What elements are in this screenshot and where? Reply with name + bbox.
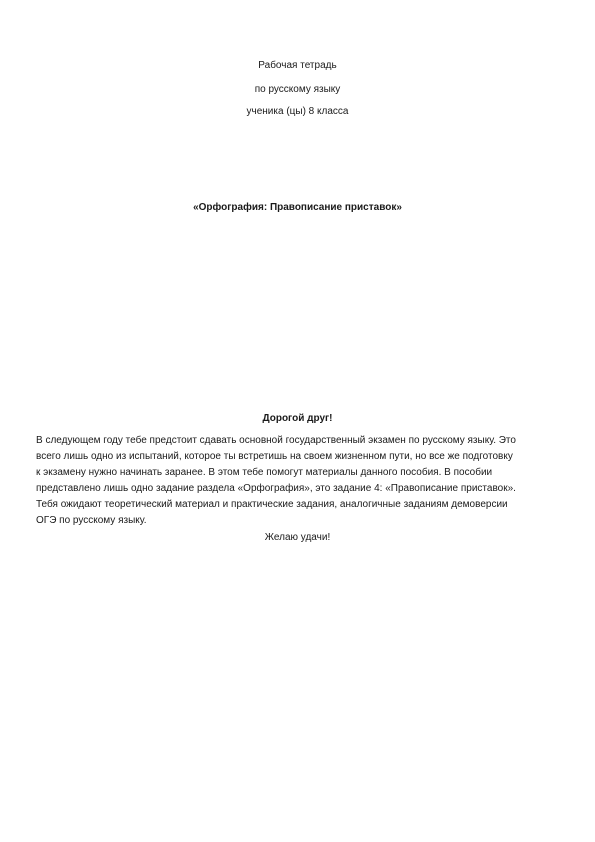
header-line-subject: по русскому языку xyxy=(254,84,341,95)
header-line-workbook: Рабочая тетрадь xyxy=(258,60,337,71)
body-paragraph xyxy=(36,433,556,529)
body-line: Тебя ожидают теоретический материал и практические задания, аналогичные заданиям демоверсии xyxy=(36,499,508,510)
document-title: «Орфография: Правописание приставок» xyxy=(193,202,402,213)
body-line: ОГЭ по русскому языку. xyxy=(36,515,147,526)
greeting-heading: Дорогой друг! xyxy=(262,413,333,424)
body-line: к экзамену нужно начинать заранее. В этом тебе помогут материалы данного пособия. В пособии xyxy=(36,467,493,478)
closing-wish: Желаю удачи! xyxy=(264,532,331,543)
body-line: В следующем году тебе предстоит сдавать основной государственный экзамен по русскому языку. Это xyxy=(36,435,516,446)
body-line: представлено лишь одно задание раздела «Орфография», это задание 4: «Правописание приставок». xyxy=(36,483,516,494)
header-line-student: ученика (цы) 8 класса xyxy=(246,106,349,117)
body-line: всего лишь одно из испытаний, которое ты встретишь на своем жизненном пути, но все же подготовку xyxy=(36,451,513,462)
